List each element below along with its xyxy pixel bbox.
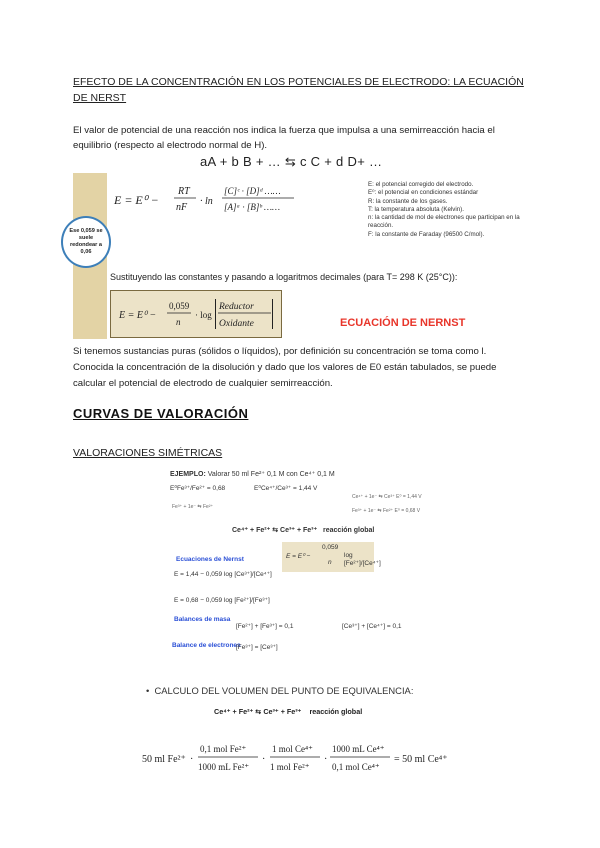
calc-f3-num: 1000 mL Ce⁴⁺	[332, 744, 385, 754]
intro-line-2: equilibrio (respecto al electrodo normal de H).	[73, 140, 268, 151]
svg-text:·: ·	[324, 754, 328, 765]
example-heading	[170, 470, 335, 478]
legend-item: E⁰: el potencial en condiciones estándar	[368, 189, 479, 197]
nernst-equation-title: ECUACIÓN DE NERNST	[340, 317, 466, 329]
legend-item: R: la constante de los gases.	[368, 197, 448, 205]
calc-start: 50 ml Fe²⁺	[142, 754, 186, 765]
global-reaction-text: Ce⁴⁺ + Fe²⁺ ⇆ Ce³⁺ + Fe³⁺	[232, 527, 318, 534]
svg-text:·: ·	[262, 754, 266, 765]
svg-text:[C]ᶜ · [D]ᵈ ……: [C]ᶜ · [D]ᵈ ……	[224, 186, 281, 196]
e0-fe: E⁰Fe³⁺/Fe²⁺ = 0,68	[170, 485, 226, 492]
example-title: EJEMPLO:	[170, 471, 206, 478]
e0-ce: E⁰Ce⁴⁺/Ce³⁺ = 1,44 V	[254, 485, 318, 492]
equivalence-calculation	[140, 737, 460, 777]
nernst-general-formula	[108, 178, 358, 222]
example-block	[170, 470, 440, 665]
calc-result: = 50 ml Ce⁴⁺	[394, 754, 448, 765]
calc-f2-den: 1 mol Fe²⁺	[270, 762, 310, 772]
rounding-note-text: Ese 0,059 se suele redondear a 0,06	[69, 228, 103, 255]
legend-item: F: la constante de Faraday (96500 C/mol).	[368, 230, 485, 238]
svg-text:[A]ᵃ · [B]ᵇ ……: [A]ᵃ · [B]ᵇ ……	[224, 202, 281, 212]
svg-text:E = E⁰ −: E = E⁰ −	[119, 310, 157, 321]
half-reaction-ce-1: Ce⁴⁺ + 1e⁻ ⇆ Ce³⁺ E⁰ = 1,44 V	[352, 494, 422, 500]
calc-f1-num: 0,1 mol Fe²⁺	[200, 744, 247, 754]
mass-balance-fe: [Fe²⁺] + [Fe³⁺] = 0,1	[236, 623, 294, 630]
section-title: CURVAS DE VALORACIÓN	[73, 406, 249, 421]
example-global-reaction	[232, 526, 374, 534]
legend-item: T: la temperatura absoluta (Kelvin).	[368, 205, 464, 213]
after-line-3: calcular el potencial de electrodo de cualquier semirreacción.	[73, 378, 333, 389]
intro-line-1: El valor de potencial de una reacción nos indica la fuerza que impulsa a una semirreacción hacia el	[73, 125, 495, 136]
page-heading: EFECTO DE LA CONCENTRACIÓN EN LOS POTENCIALES DE ELECTRODO: LA ECUACIÓN DE NERST	[73, 76, 524, 104]
svg-text:n: n	[176, 317, 181, 327]
svg-text:E = E⁰ −: E = E⁰ −	[114, 193, 159, 207]
bullet-text: CALCULO DEL VOLUMEN DEL PUNTO DE EQUIVALENCIA:	[154, 685, 414, 696]
svg-text:RT: RT	[178, 186, 190, 197]
after-line-2: Conocida la concentración de la disolución y dado que los valores de E0 están tabulados, se puede	[73, 362, 497, 373]
final-reaction-label: reacción global	[309, 707, 363, 716]
bullet-marker: •	[146, 685, 152, 696]
subsection-title: VALORACIONES SIMÉTRICAS	[73, 447, 223, 459]
formula-denominator: Oxidante	[219, 319, 254, 329]
svg-text:· ln: · ln	[200, 196, 213, 207]
final-global-reaction	[214, 707, 362, 716]
half-reaction-fe: Fe³⁺ + 1e⁻ ⇆ Fe²⁺	[172, 504, 214, 510]
rounding-note-bubble	[61, 216, 111, 268]
svg-text:nF: nF	[176, 202, 188, 213]
substituting-text: Sustituyendo las constantes y pasando a logaritmos decimales (para T= 298 K (25°C)):	[110, 272, 458, 282]
nernst-decimal-formula	[110, 290, 282, 338]
electron-balance: [Fe³⁺] = [Ce³⁺]	[236, 644, 278, 651]
legend-item: E: el potencial corregido del electrodo.	[368, 181, 474, 188]
svg-text:·: ·	[190, 754, 194, 765]
equivalence-point-bullet	[146, 685, 413, 696]
calc-f2-num: 1 mol Ce⁴⁺	[272, 744, 313, 754]
nernst-eq-fe: E = 0,68 − 0,059 log [Fe²⁺]/[Fe³⁺]	[174, 597, 270, 604]
final-reaction-text: Ce⁴⁺ + Fe²⁺ ⇆ Ce³⁺ + Fe³⁺	[214, 707, 302, 716]
calc-f1-den: 1000 mL Fe²⁺	[198, 762, 250, 772]
example-description: Valorar 50 ml Fe²⁺ 0,1 M con Ce⁴⁺ 0,1 M	[207, 471, 335, 478]
mass-balance-label: Balances de masa	[174, 616, 231, 623]
electron-balance-label: Balance de electrones	[172, 642, 241, 649]
legend-item: reacción.	[368, 222, 394, 230]
general-reaction: aA + b B + … ⇆ c C + d D+ …	[200, 154, 383, 169]
calc-f3-den: 0,1 mol Ce⁴⁺	[332, 762, 380, 772]
nernst-legend	[368, 181, 538, 239]
mass-balance-ce: [Ce³⁺] + [Ce⁴⁺] = 0,1	[342, 623, 402, 630]
nernst-small-formula: E = E⁰ − 0,059 n log [Fe²⁺]/[Ce⁴⁺]	[282, 542, 374, 572]
global-reaction-label: reacción global	[323, 527, 375, 534]
formula-constant: 0,059	[169, 301, 190, 311]
after-line-1: Si tenemos sustancias puras (sólidos o líquidos), por definición su concentración se toma como l.	[73, 346, 487, 357]
formula-numerator: Reductor	[219, 302, 254, 312]
half-reaction-ce-2: Fe³⁺ + 1e⁻ ⇆ Fe²⁺ E⁰ = 0,68 V	[352, 508, 421, 514]
legend-item: n: la cantidad de mol de electrones que participan en la	[368, 214, 520, 222]
nernst-equations-label: Ecuaciones de Nernst	[176, 556, 244, 563]
svg-text:· log: · log	[195, 310, 212, 320]
nernst-eq-ce: E = 1,44 − 0,059 log [Ce³⁺]/[Ce⁴⁺]	[174, 571, 272, 578]
